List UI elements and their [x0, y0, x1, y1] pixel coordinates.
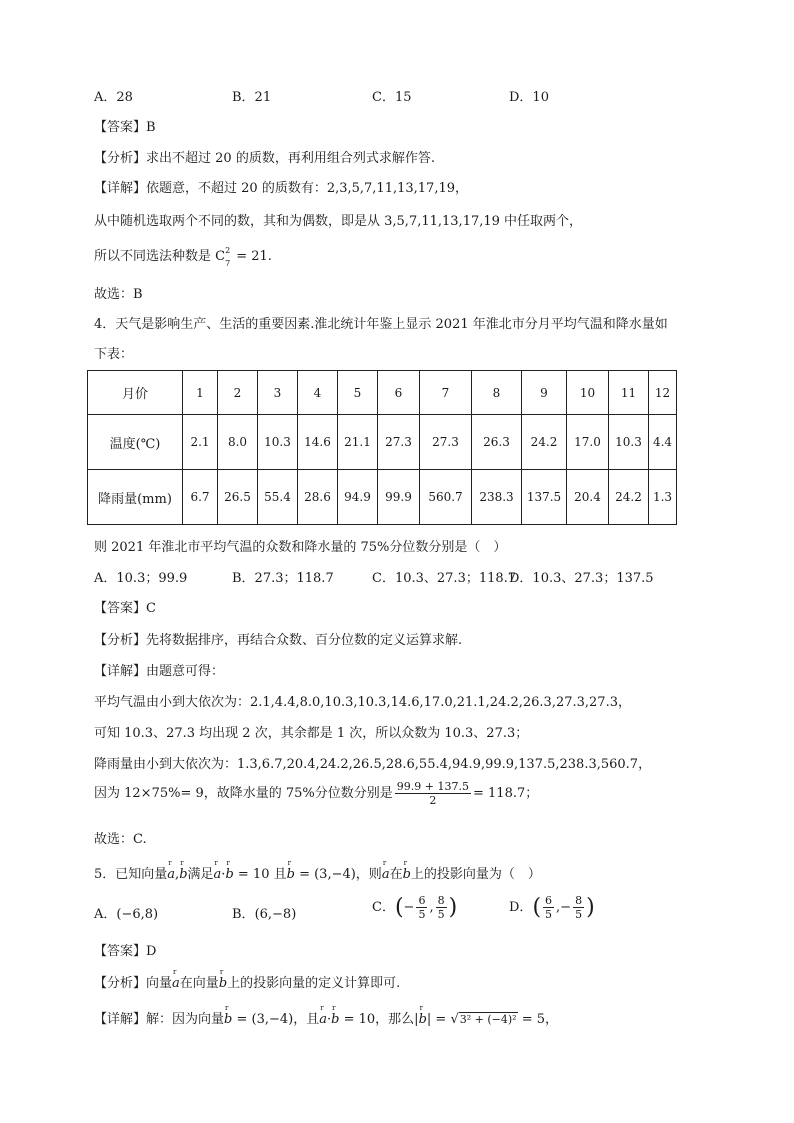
table-cell: 3	[258, 371, 298, 415]
q5-stem: 5．已知向量r a,r b满足r a·r b = 10 且r b = (3,−4)，则r a在r b上的投影向量为（ ）	[94, 863, 541, 882]
table-cell: 2	[218, 371, 258, 415]
q5-option-a	[94, 903, 158, 922]
table-cell: 560.7	[420, 470, 472, 525]
fraction	[436, 894, 447, 921]
answer-value: B	[146, 120, 156, 135]
table-cell: 99.9	[378, 470, 420, 525]
vector-b: r b	[331, 1012, 339, 1027]
detail-text: =	[431, 1012, 451, 1027]
option-sign: −	[403, 900, 415, 915]
answer-tag: 【答案】	[94, 120, 147, 135]
table-cell: 94.9	[338, 470, 378, 525]
q3-option-b: B．21	[232, 90, 272, 105]
analysis-text: 在向量	[179, 976, 219, 991]
table-cell: 26.5	[218, 470, 258, 525]
table-cell: 4.4	[649, 415, 677, 470]
fraction	[573, 894, 584, 921]
fraction	[543, 894, 554, 921]
fraction-denominator: 2	[429, 794, 437, 807]
fraction-denominator: 5	[545, 908, 553, 921]
q4-option-b: B．27.3；118.7	[232, 571, 334, 586]
q3-detail	[94, 177, 468, 196]
q3-line2: 从中随机选取两个不同的数，其和为偶数，即是从 3,5,7,11,13,17,19 中任取两个，	[94, 214, 583, 229]
detail-text: 依题意，不超过 20 的质数有：2,3,5,7,11,13,17,19，	[146, 181, 469, 196]
q3-analysis	[94, 147, 435, 166]
table-cell: 5	[338, 371, 378, 415]
fraction	[395, 780, 471, 807]
table-cell: 2.1	[183, 415, 218, 470]
fraction-numerator: 6	[545, 894, 553, 907]
q4-stem-2: 下表：	[94, 347, 134, 362]
q3-line3	[94, 245, 272, 268]
analysis-tag: 【分析】	[94, 976, 147, 991]
detail-tag: 【详解】	[94, 1012, 147, 1027]
vector-a: r a	[172, 976, 180, 991]
vector-b: r b	[419, 1012, 427, 1027]
option-label: D．	[509, 900, 533, 915]
vector-a: r a	[382, 867, 390, 882]
table-cell: 24.2	[609, 470, 649, 525]
table-cell: 27.3	[378, 415, 420, 470]
q4-question: 则 2021 年淮北市平均气温的众数和降水量的 75%分位数分别是（ ）	[94, 540, 507, 555]
detail-text: = 5，	[517, 1012, 559, 1027]
table-cell: 8.0	[218, 415, 258, 470]
option-value: (6,−8)	[254, 907, 297, 922]
q4-line4	[94, 780, 538, 807]
sqrt-expression: 3² + (−4)²	[459, 1013, 517, 1026]
detail-tag: 【详解】	[94, 664, 147, 679]
table-row	[88, 470, 677, 525]
table-row	[88, 415, 677, 470]
analysis-tag: 【分析】	[94, 151, 147, 166]
q4-option-d: D．10.3、27.3；137.5	[509, 571, 654, 586]
q3-option-a: A．28	[94, 90, 133, 105]
detail-text: 解：因为向量	[146, 1012, 225, 1027]
analysis-text: 先将数据排序，再结合众数、百分位数的定义运算求解.	[146, 633, 463, 648]
answer-tag: 【答案】	[94, 944, 147, 959]
row-label-temperature: 温度(℃)	[88, 415, 183, 470]
table-cell: 7	[420, 371, 472, 415]
q4-option-c: C．10.3、27.3；118.7	[372, 571, 517, 586]
table-cell: 55.4	[258, 470, 298, 525]
vector-b: r b	[225, 867, 233, 882]
row-label-month: 月价	[88, 371, 183, 415]
option-sign: −	[560, 900, 572, 915]
table-cell: 10.3	[609, 415, 649, 470]
vector-b: r b	[224, 1012, 232, 1027]
detail-tag: 【详解】	[94, 181, 147, 196]
table-cell: 4	[298, 371, 338, 415]
comb-sup: 2	[225, 245, 231, 255]
detail-text: = 10，那么	[339, 1012, 415, 1027]
table-cell: 12	[649, 371, 677, 415]
analysis-text: 上的投影向量的定义计算即可.	[227, 976, 401, 991]
answer-value: D	[146, 944, 157, 959]
table-row	[88, 371, 677, 415]
fraction-numerator: 8	[437, 894, 445, 907]
fraction-numerator: 99.9 + 137.5	[396, 780, 469, 793]
q4-answer	[94, 597, 156, 616]
q3-line3-text: 所以不同选法种数是 C	[94, 249, 226, 264]
fraction	[416, 894, 427, 921]
table-cell: 11	[609, 371, 649, 415]
q5-option-c: C．(− $\frac{6}{5}$ , $\frac{8}{5}$ )	[372, 894, 458, 921]
table-cell: 137.5	[522, 470, 567, 525]
vector-a: r a	[167, 867, 175, 882]
q3-line3-result: = 21.	[232, 249, 272, 264]
table-cell: 14.6	[298, 415, 338, 470]
q4-line4-result: = 118.7；	[473, 786, 539, 801]
table-cell: 17.0	[567, 415, 609, 470]
table-cell: 1	[183, 371, 218, 415]
table-cell: 238.3	[472, 470, 522, 525]
q5-stem-pre: 5．已知向量	[94, 867, 168, 882]
detail-text: = (3,−4)，且	[232, 1012, 320, 1027]
table-cell: 8	[472, 371, 522, 415]
answer-tag: 【答案】	[94, 601, 147, 616]
table-cell: 21.1	[338, 415, 378, 470]
q4-detail	[94, 660, 224, 679]
q5-stem-mid: 满足	[187, 867, 214, 882]
q4-line3: 降雨量由小到大依次为：1.3,6.7,20.4,24.2,26.5,28.6,55.4,94.9,99.9,137.5,238.3,560.7，	[94, 757, 652, 772]
q5-stem-post: 上的投影向量为（ ）	[410, 867, 541, 882]
q5-b-value: = (3,−4)，则	[294, 867, 382, 882]
table-cell: 6.7	[183, 470, 218, 525]
table-cell: 6	[378, 371, 420, 415]
q4-option-a: A．10.3；99.9	[94, 571, 188, 586]
option-label: C．	[372, 900, 395, 915]
fraction-denominator: 5	[437, 908, 445, 921]
table-cell: 26.3	[472, 415, 522, 470]
q4-line1: 平均气温由小到大依次为：2.1,4.4,8.0,10.3,10.3,14.6,17.0,21.1,24.2,26.3,27.3,27.3，	[94, 695, 631, 710]
table-cell: 28.6	[298, 470, 338, 525]
option-label: A．	[94, 907, 117, 922]
table-cell: 27.3	[420, 415, 472, 470]
fraction-denominator: 5	[418, 908, 426, 921]
table-cell: 20.4	[567, 470, 609, 525]
fraction-numerator: 8	[575, 894, 583, 907]
q4-stem-1: 4．天气是影响生产、生活的重要因素.淮北统计年鉴上显示 2021 年淮北市分月平均气温和降水量如	[94, 317, 668, 332]
q4-choose: 故选：C.	[94, 832, 147, 847]
vector-b: r b	[179, 867, 187, 882]
q3-option-c: C．15	[372, 90, 412, 105]
vector-b: r b	[403, 867, 411, 882]
vector-a: r a	[214, 867, 222, 882]
q5-in: 在	[389, 867, 403, 882]
table-cell: 9	[522, 371, 567, 415]
q5-answer	[94, 940, 156, 959]
weather-table	[87, 370, 677, 525]
analysis-text: 向量	[146, 976, 173, 991]
q4-line2: 可知 10.3、27.3 均出现 2 次，其余都是 1 次，所以众数为 10.3、27.3；	[94, 726, 529, 741]
row-label-rainfall: 降雨量(mm)	[88, 470, 183, 525]
option-value: (−6,8)	[116, 907, 159, 922]
q5-option-b	[232, 903, 296, 922]
q5-dot-value: = 10 且	[233, 867, 287, 882]
comb-sub: 7	[225, 258, 231, 268]
table-cell: 24.2	[522, 415, 567, 470]
q5-option-d: D．( $\frac{6}{5}$ ,− $\frac{8}{5}$ )	[509, 894, 595, 921]
vector-b: r b	[219, 976, 227, 991]
q4-analysis	[94, 629, 462, 648]
q3-choose: 故选：B	[94, 287, 143, 302]
q4-line4-text: 因为 12×75%= 9，故降水量的 75%分位数分别是	[94, 786, 393, 801]
option-label: B．	[232, 907, 255, 922]
fraction-numerator: 6	[418, 894, 426, 907]
analysis-tag: 【分析】	[94, 633, 147, 648]
vector-b: r b	[287, 867, 295, 882]
answer-value: C	[146, 601, 156, 616]
q3-answer	[94, 116, 156, 135]
table-cell: 1.3	[649, 470, 677, 525]
q5-detail: 【详解】解：因为向量r b = (3,−4)，且r a·r b = 10，那么|r b| = √3² + (−4)² = 5，	[94, 1008, 558, 1027]
q5-analysis	[94, 972, 400, 991]
analysis-text: 求出不超过 20 的质数，再利用组合列式求解作答.	[146, 151, 435, 166]
detail-text: 由题意可得：	[146, 664, 225, 679]
fraction-denominator: 5	[575, 908, 583, 921]
vector-a: r a	[319, 1012, 327, 1027]
q3-option-d: D．10	[509, 90, 549, 105]
table-cell: 10	[567, 371, 609, 415]
table-cell: 10.3	[258, 415, 298, 470]
